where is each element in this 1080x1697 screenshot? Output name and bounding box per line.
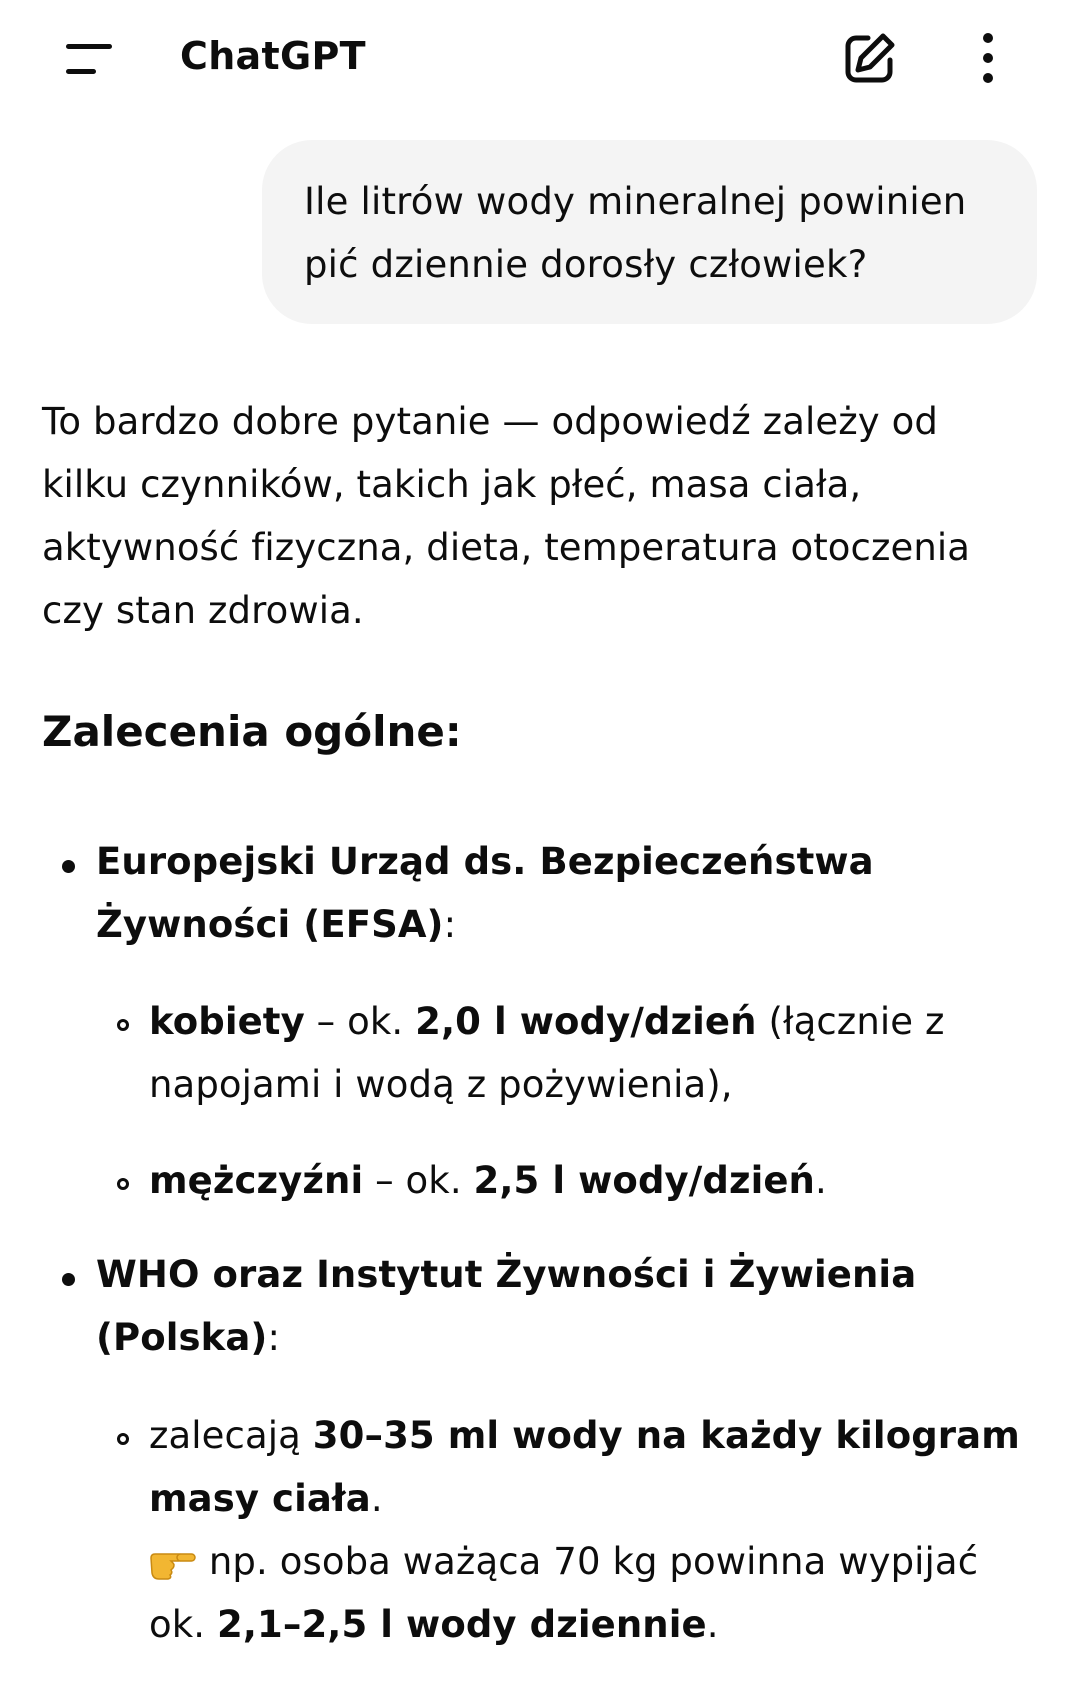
efsa-title-line: Żywności (EFSA): — [96, 903, 457, 946]
efsa-women-line: kobiety – ok. 2,0 l wody/dzień (łącznie z — [149, 1000, 945, 1043]
section-heading: Zalecenia ogólne: — [42, 707, 462, 756]
app-title[interactable]: ChatGPT — [180, 34, 366, 78]
who-rec-line: masy ciała. — [149, 1477, 383, 1520]
who-example-line: np. osoba ważąca 70 kg powinna wypijać — [149, 1530, 978, 1593]
edit-pencil-icon[interactable] — [842, 30, 898, 86]
intro-line: czy stan zdrowia. — [42, 589, 364, 632]
efsa-men-line: mężczyźni – ok. 2,5 l wody/dzień. — [149, 1159, 827, 1202]
bullet-ring-icon — [117, 1019, 129, 1031]
who-title-line: WHO oraz Instytut Żywności i Żywienia — [96, 1253, 917, 1296]
who-example-line: ok. 2,1–2,5 l wody dziennie. — [149, 1603, 719, 1646]
who-rec-line: zalecają 30–35 ml wody na każdy kilogram — [149, 1414, 1020, 1457]
who-title-line: (Polska): — [96, 1316, 281, 1359]
pointing-hand-icon — [149, 1544, 197, 1580]
bullet-ring-icon — [117, 1433, 129, 1445]
bullet-ring-icon — [117, 1178, 129, 1190]
bullet-dot-icon — [62, 1273, 75, 1286]
efsa-women-line: napojami i wodą z pożywienia), — [149, 1063, 733, 1106]
intro-line: To bardzo dobre pytanie — odpowiedź zależy od — [42, 400, 938, 443]
more-vertical-icon[interactable] — [968, 30, 1008, 86]
top-bar — [0, 0, 1080, 118]
efsa-title-line: Europejski Urząd ds. Bezpieczeństwa — [96, 840, 874, 883]
user-message-bubble — [262, 140, 1037, 324]
intro-line: kilku czynników, takich jak płeć, masa ciała, — [42, 463, 862, 506]
bullet-dot-icon — [62, 860, 75, 873]
user-message-text: Ile litrów wody mineralnej powinien pić dziennie dorosły człowiek? — [304, 180, 967, 286]
hamburger-menu-icon[interactable] — [66, 42, 116, 76]
intro-line: aktywność fizyczna, dieta, temperatura otoczenia — [42, 526, 971, 569]
assistant-intro — [42, 390, 1042, 642]
